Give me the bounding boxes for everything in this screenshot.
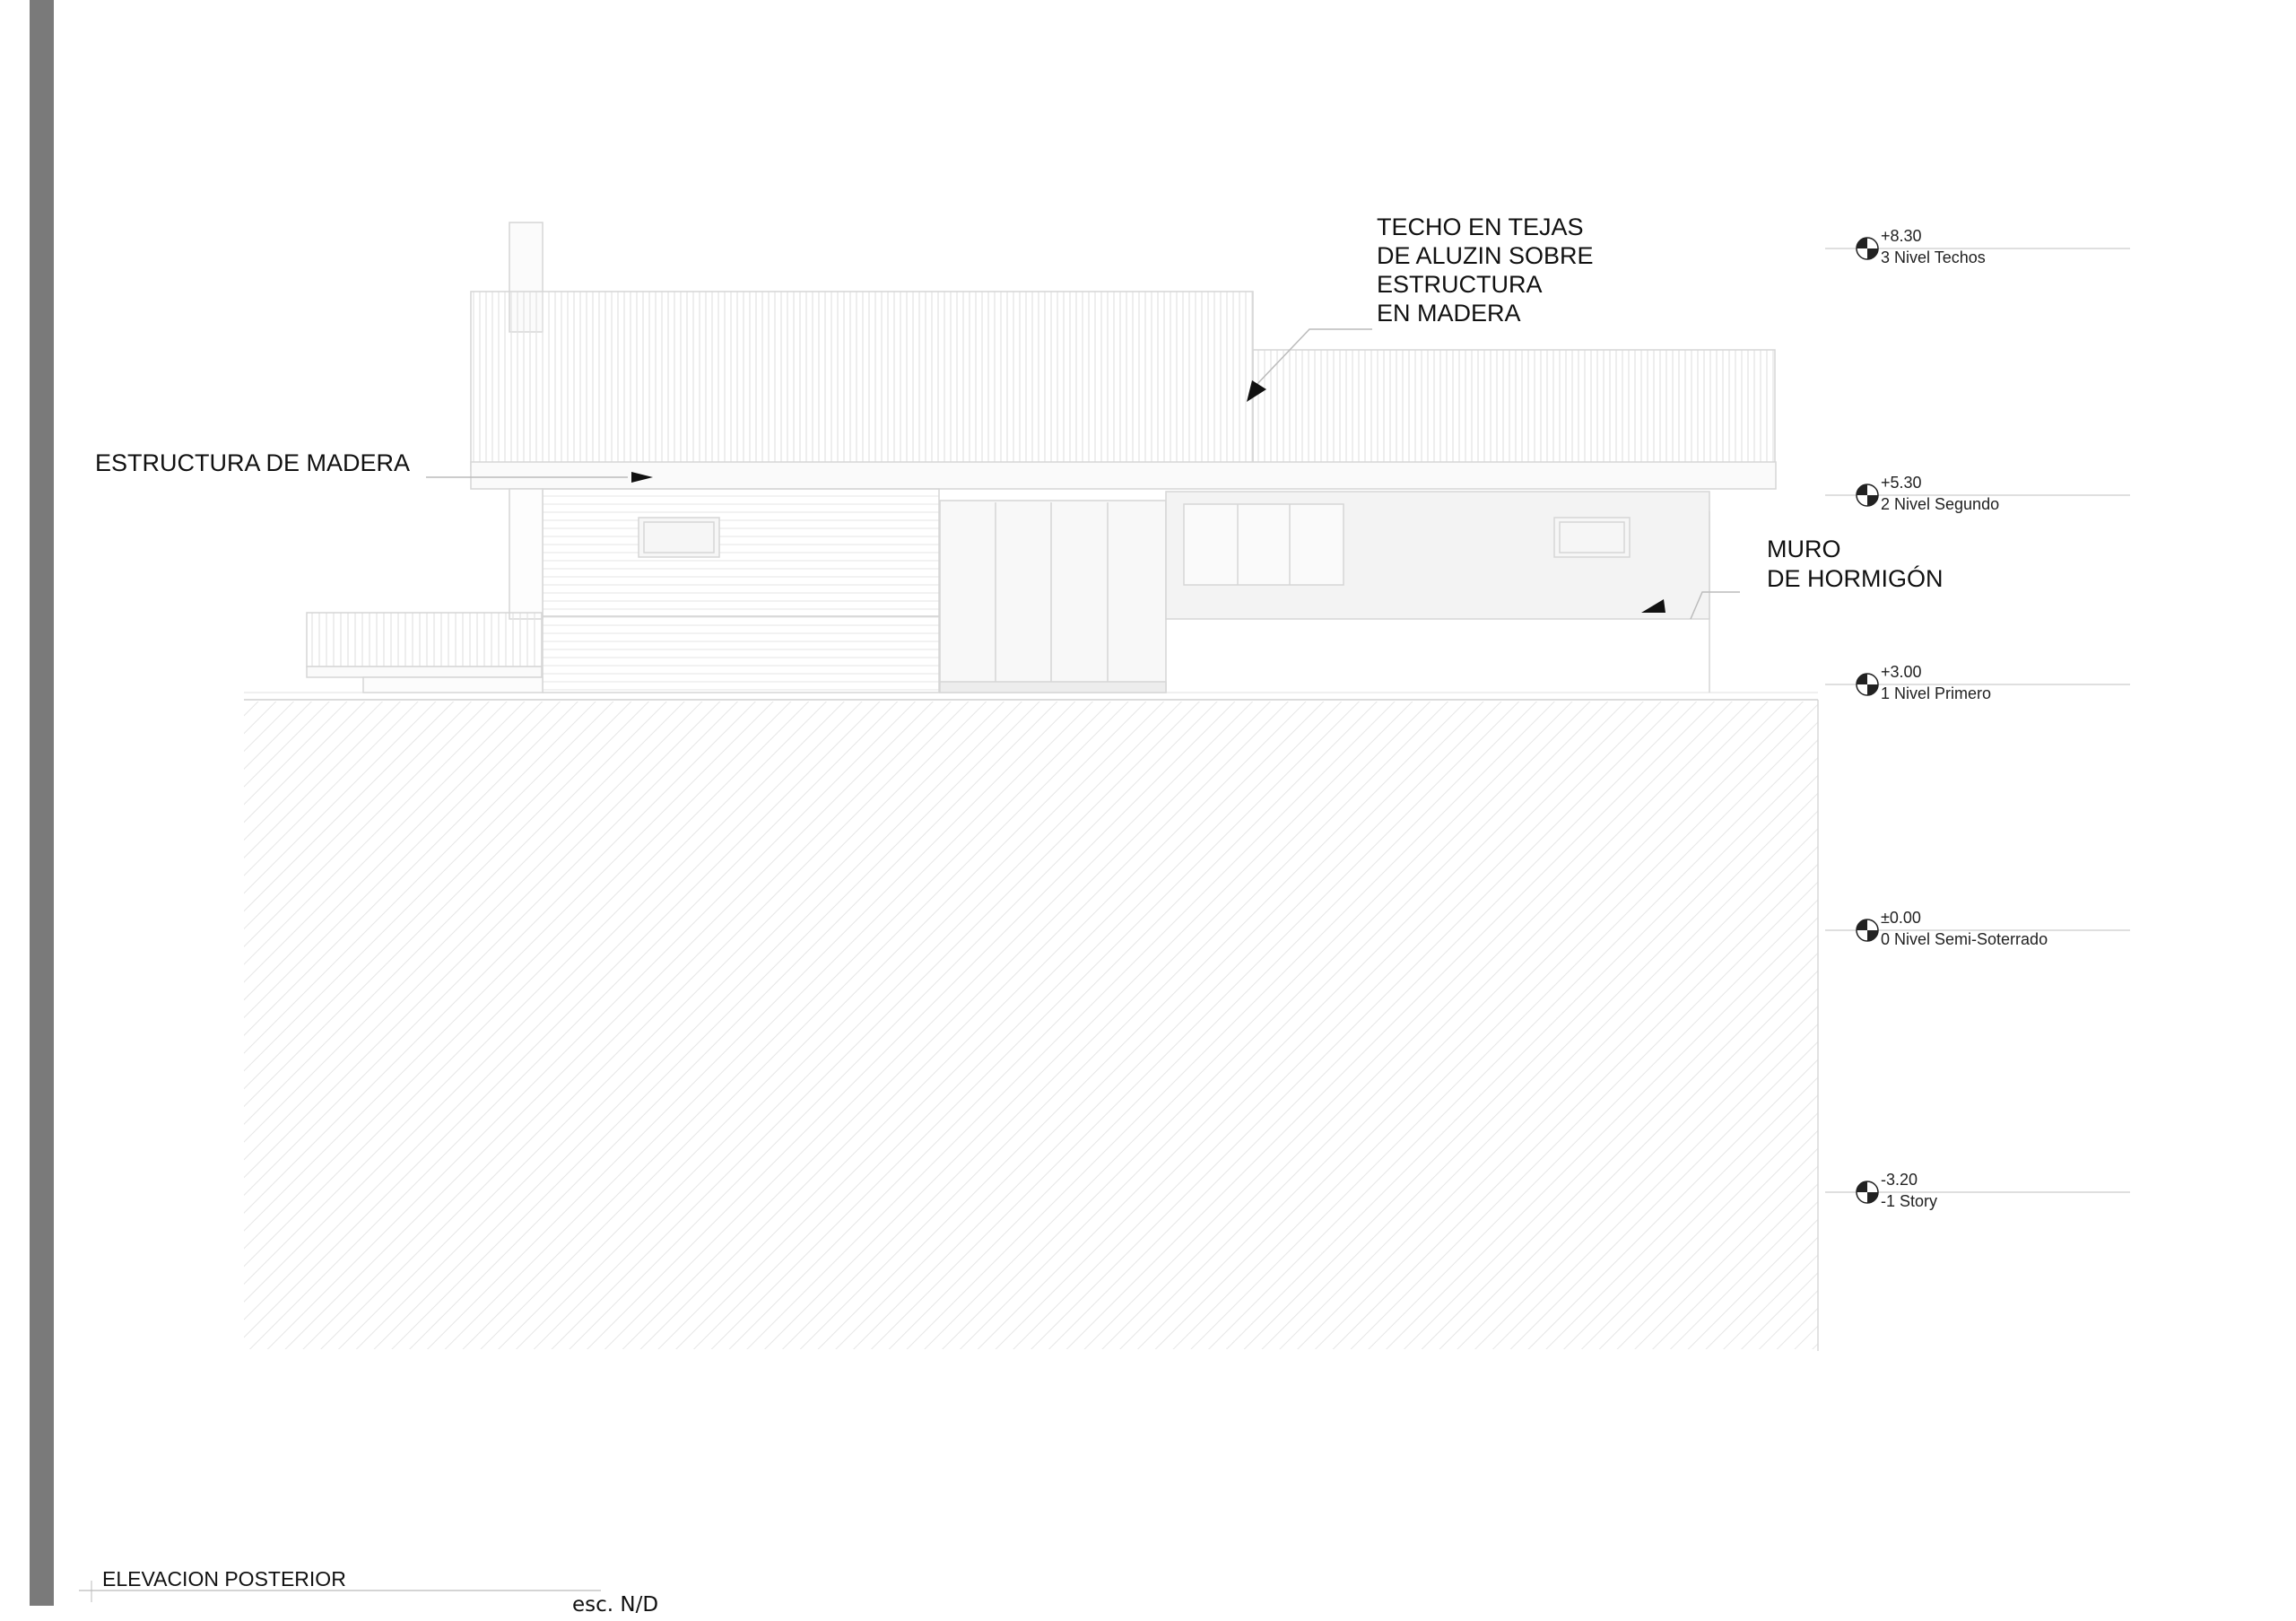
house-elevation	[307, 222, 1776, 693]
level-datum-icon	[1857, 919, 1878, 941]
lower-siding	[543, 616, 939, 693]
sheet-border	[30, 0, 54, 1606]
annotation-roof	[1377, 214, 1594, 327]
wall-left	[543, 489, 939, 616]
level-elevation: -3.20	[1881, 1171, 1918, 1189]
level-elevation: ±0.00	[1881, 909, 1921, 927]
wall-annotation-line-2: DE HORMIGÓN	[1767, 565, 1944, 592]
window-right	[1554, 518, 1630, 557]
roof-main	[471, 292, 1253, 471]
deck-railing	[307, 613, 542, 667]
level-datum-icon	[1857, 484, 1878, 506]
level-marker	[1825, 227, 2130, 266]
scale-label: esc. N/D	[572, 1593, 659, 1617]
title-block	[79, 1567, 658, 1617]
level-name: 0 Nivel Semi-Soterrado	[1881, 930, 2048, 948]
level-name: 1 Nivel Primero	[1881, 684, 1992, 702]
level-marker	[1825, 1171, 2130, 1210]
roof-annotation-line-2: DE ALUZIN SOBRE	[1377, 242, 1594, 269]
roof-annotation-line-1: TECHO EN TEJAS	[1377, 214, 1584, 240]
level-marker	[1825, 909, 2130, 948]
level-name: 2 Nivel Segundo	[1881, 495, 2000, 513]
level-elevation: +8.30	[1881, 227, 1922, 245]
ground-section	[244, 693, 1818, 1351]
level-name: 3 Nivel Techos	[1881, 248, 1986, 266]
roof-annotation-line-4: EN MADERA	[1377, 300, 1521, 327]
wall-annotation-line-1: MURO	[1767, 536, 1841, 562]
roof-fascia	[471, 462, 1776, 489]
window-left	[639, 518, 719, 557]
roof-right	[1253, 350, 1775, 471]
level-datum-icon	[1857, 1181, 1878, 1203]
window-center	[1184, 504, 1344, 585]
annotation-wall	[1767, 536, 1944, 592]
roof-annotation-line-3: ESTRUCTURA	[1377, 271, 1543, 298]
structure-annotation: ESTRUCTURA DE MADERA	[95, 449, 411, 476]
drawing-title: ELEVACION POSTERIOR	[102, 1567, 346, 1590]
level-datum-icon	[1857, 674, 1878, 695]
level-marker	[1825, 474, 2130, 513]
level-elevation: +3.00	[1881, 663, 1922, 681]
level-elevation: +5.30	[1881, 474, 1922, 492]
level-marker	[1825, 663, 2130, 702]
level-datum-icon	[1857, 238, 1878, 259]
central-volume	[940, 501, 1166, 693]
level-name: -1 Story	[1881, 1192, 1938, 1210]
